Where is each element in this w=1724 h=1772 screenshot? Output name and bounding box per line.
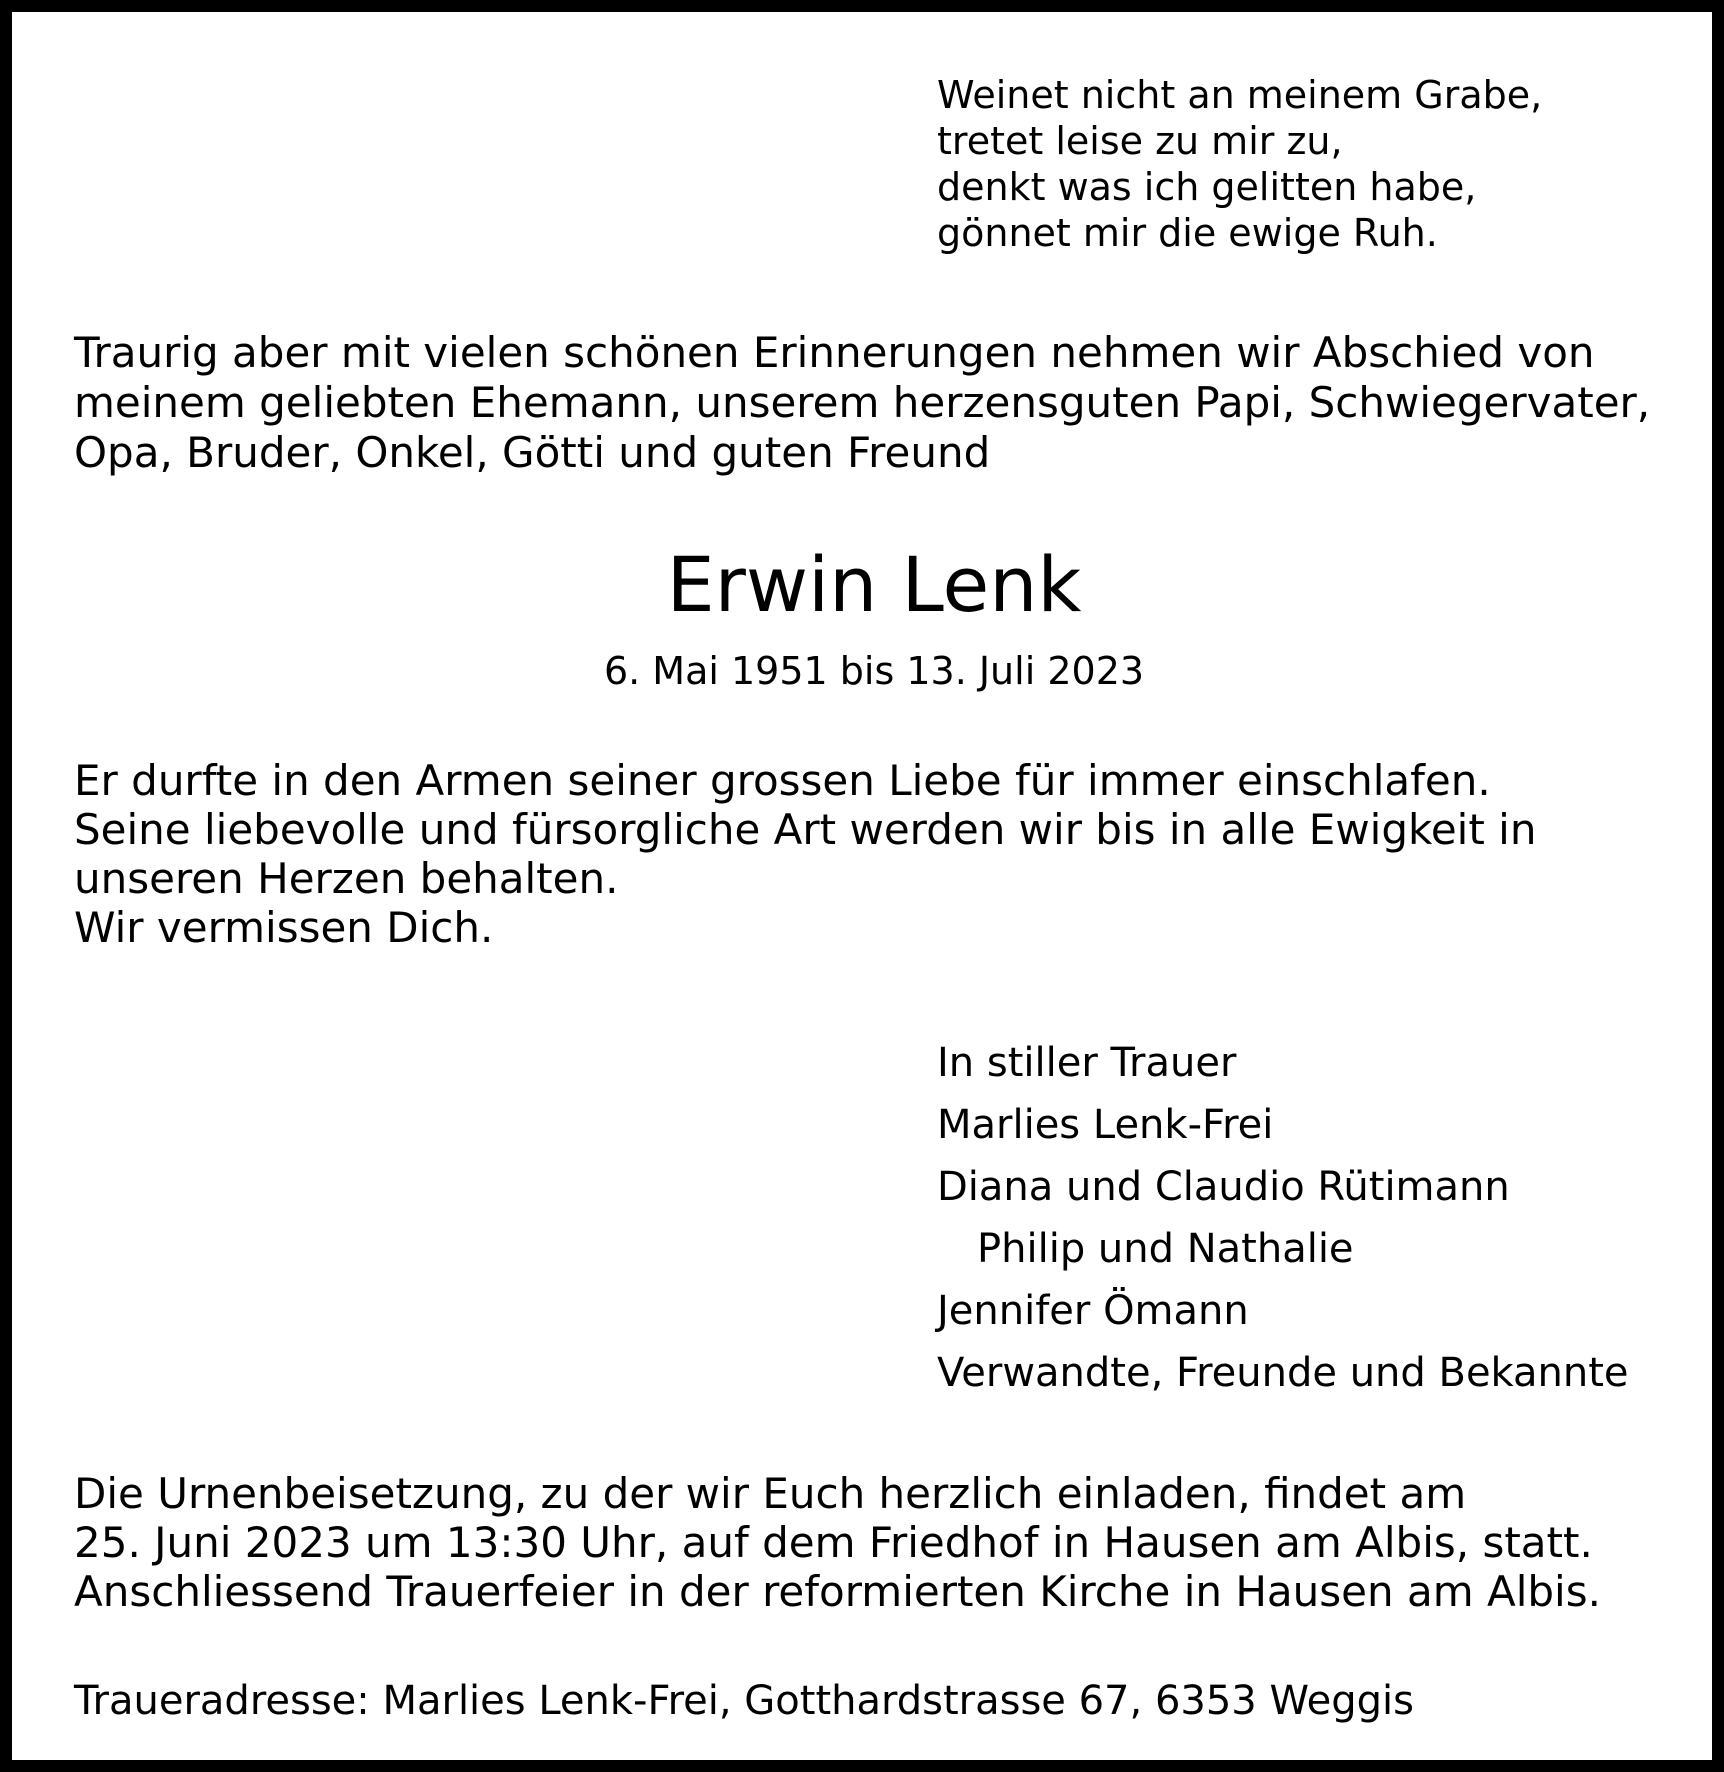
intro-paragraph bbox=[74, 328, 1650, 478]
service-line: 25. Juni 2023 um 13:30 Uhr, auf dem Friedhof in Hausen am Albis, statt. bbox=[74, 1518, 1593, 1567]
mourner-name: Philip und Nathalie bbox=[977, 1226, 1354, 1272]
poem-verse bbox=[937, 72, 1542, 256]
mourners-heading: In stiller Trauer bbox=[937, 1040, 1237, 1086]
mourner-name: Diana und Claudio Rütimann bbox=[937, 1164, 1510, 1210]
life-dates: 6. Mai 1951 bis 13. Juli 2023 bbox=[603, 649, 1145, 693]
intro-line: Opa, Bruder, Onkel, Götti und guten Freund bbox=[74, 428, 991, 477]
mourner-name: Verwandte, Freunde und Bekannte bbox=[937, 1350, 1629, 1396]
tribute-line: Seine liebevolle und fürsorgliche Art werden wir bis in alle Ewigkeit in bbox=[74, 805, 1537, 854]
tribute-line: Wir vermissen Dich. bbox=[74, 903, 494, 952]
mourner-name: Jennifer Ömann bbox=[937, 1288, 1249, 1334]
intro-line: meinem geliebten Ehemann, unserem herzensguten Papi, Schwiegervater, bbox=[74, 378, 1651, 427]
mourner-name: Marlies Lenk-Frei bbox=[937, 1102, 1274, 1148]
poem-line: tretet leise zu mir zu, bbox=[937, 119, 1343, 163]
mourning-address: Traueradresse: Marlies Lenk-Frei, Gotthardstrasse 67, 6353 Weggis bbox=[74, 1678, 1414, 1724]
service-line: Die Urnenbeisetzung, zu der wir Euch herzlich einladen, findet am bbox=[74, 1469, 1467, 1518]
tribute-line: Er durfte in den Armen seiner grossen Liebe für immer einschlafen. bbox=[74, 756, 1491, 805]
poem-line: gönnet mir die ewige Ruh. bbox=[937, 211, 1438, 255]
intro-line: Traurig aber mit vielen schönen Erinnerungen nehmen wir Abschied von bbox=[74, 328, 1595, 377]
deceased-name: Erwin Lenk bbox=[666, 540, 1082, 629]
service-line: Anschliessend Trauerfeier in der reformierten Kirche in Hausen am Albis. bbox=[74, 1567, 1601, 1616]
tribute-paragraph bbox=[74, 756, 1536, 952]
service-announcement bbox=[74, 1469, 1601, 1616]
poem-line: denkt was ich gelitten habe, bbox=[937, 165, 1477, 209]
tribute-line: unseren Herzen behalten. bbox=[74, 854, 619, 903]
mourners-list bbox=[937, 1032, 1629, 1404]
poem-line: Weinet nicht an meinem Grabe, bbox=[937, 73, 1543, 117]
